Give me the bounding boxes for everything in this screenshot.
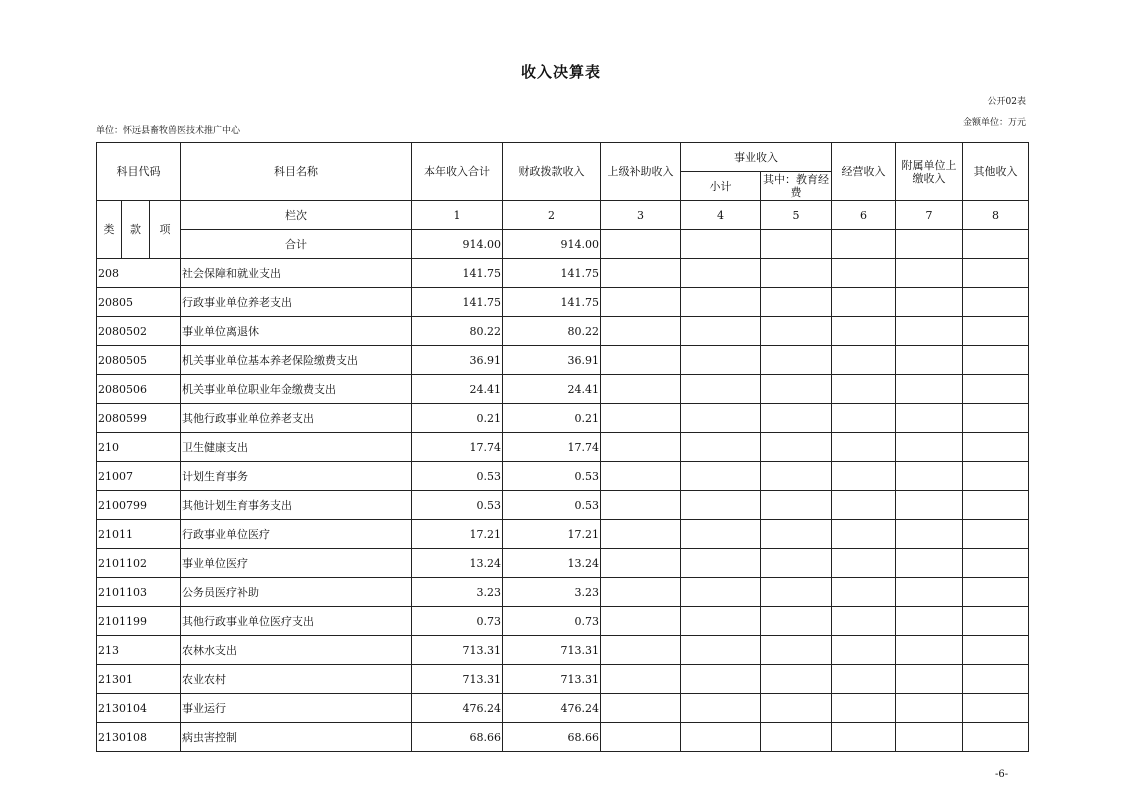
subject-code: 21007 [97,462,181,491]
empty-cell [963,694,1029,723]
report-title: 收入决算表 [520,63,601,81]
empty-cell [963,346,1029,375]
table-row [97,259,1029,288]
empty-cell [832,259,896,288]
table-row [97,723,1029,752]
header-operating: 经营收入 [832,143,896,201]
empty-cell [761,549,832,578]
table-row [97,346,1029,375]
empty-cell [761,346,832,375]
empty-cell [963,491,1029,520]
empty-cell [896,433,963,462]
empty-cell [832,462,896,491]
header-kuan: 款 [122,201,150,259]
empty-cell [761,375,832,404]
empty-cell [761,694,832,723]
subject-name: 计划生育事务 [181,462,412,491]
subject-name: 其他计划生育事务支出 [181,491,412,520]
empty-cell [761,433,832,462]
total-income: 713.31 [412,665,503,694]
empty-cell [601,230,681,259]
empty-cell [832,665,896,694]
empty-cell [963,375,1029,404]
empty-cell [681,317,761,346]
total-income: 0.53 [412,491,503,520]
empty-cell [896,665,963,694]
empty-cell [963,317,1029,346]
empty-cell [896,230,963,259]
empty-cell [832,520,896,549]
empty-cell [681,288,761,317]
page-number: -6- [995,769,1009,780]
empty-cell [963,665,1029,694]
empty-cell [681,578,761,607]
empty-cell [601,578,681,607]
subject-name: 卫生健康支出 [181,433,412,462]
fiscal-income: 713.31 [503,636,601,665]
empty-cell [832,230,896,259]
empty-cell [761,607,832,636]
fiscal-income: 17.74 [503,433,601,462]
empty-cell [601,433,681,462]
empty-cell [963,230,1029,259]
total-income: 24.41 [412,375,503,404]
total-income: 13.24 [412,549,503,578]
empty-cell [601,723,681,752]
empty-cell [601,665,681,694]
subject-code: 213 [97,636,181,665]
subject-code: 2080502 [97,317,181,346]
subject-name: 农林水支出 [181,636,412,665]
empty-cell [832,723,896,752]
empty-cell [761,636,832,665]
empty-cell [963,433,1029,462]
column-number: 6 [832,201,896,230]
empty-cell [601,491,681,520]
empty-cell [963,404,1029,433]
empty-cell [963,636,1029,665]
table-row [97,665,1029,694]
empty-cell [681,636,761,665]
empty-cell [601,607,681,636]
subject-name: 公务员医疗补助 [181,578,412,607]
empty-cell [761,288,832,317]
empty-cell [681,723,761,752]
fiscal-income: 36.91 [503,346,601,375]
empty-cell [832,607,896,636]
empty-cell [681,549,761,578]
empty-cell [761,520,832,549]
subject-code: 21011 [97,520,181,549]
empty-cell [832,636,896,665]
empty-cell [832,288,896,317]
empty-cell [896,491,963,520]
subject-code: 2130104 [97,694,181,723]
empty-cell [896,694,963,723]
empty-cell [896,578,963,607]
total-income: 80.22 [412,317,503,346]
empty-cell [761,665,832,694]
subject-name: 其他行政事业单位养老支出 [181,404,412,433]
empty-cell [681,433,761,462]
total-income: 476.24 [412,694,503,723]
subject-code: 208 [97,259,181,288]
empty-cell [601,694,681,723]
empty-cell [761,491,832,520]
empty-cell [896,317,963,346]
empty-cell [601,520,681,549]
subject-name: 机关事业单位职业年金缴费支出 [181,375,412,404]
empty-cell [681,520,761,549]
empty-cell [681,491,761,520]
empty-cell [681,375,761,404]
empty-cell [963,607,1029,636]
empty-cell [896,375,963,404]
empty-cell [681,346,761,375]
empty-cell [896,723,963,752]
subject-code: 2080506 [97,375,181,404]
empty-cell [601,404,681,433]
total-label: 合计 [181,230,412,259]
empty-cell [681,665,761,694]
empty-cell [832,375,896,404]
table-row [97,694,1029,723]
income-settlement-table [96,142,1029,752]
total-income: 0.73 [412,607,503,636]
subject-code: 2100799 [97,491,181,520]
fiscal-income: 141.75 [503,288,601,317]
header-total: 本年收入合计 [412,143,503,201]
total-income: 0.53 [412,462,503,491]
empty-cell [601,317,681,346]
empty-cell [761,723,832,752]
subject-code: 2080599 [97,404,181,433]
empty-cell [601,636,681,665]
header-superior: 上级补助收入 [601,143,681,201]
subject-name: 行政事业单位医疗 [181,520,412,549]
subject-code: 2130108 [97,723,181,752]
table-row [97,549,1029,578]
money-unit-label: 金额单位：万元 [962,118,1026,128]
subject-name: 事业单位离退休 [181,317,412,346]
table-row [97,317,1029,346]
table-row [97,520,1029,549]
unit-label: 单位：怀远县畜牧兽医技术推广中心 [96,126,241,136]
table-row [97,375,1029,404]
empty-cell [761,404,832,433]
column-number-row [97,201,1029,230]
empty-cell [832,404,896,433]
fiscal-income: 17.21 [503,520,601,549]
fiscal-income: 476.24 [503,694,601,723]
table-row [97,491,1029,520]
empty-cell [896,259,963,288]
subject-name: 行政事业单位养老支出 [181,288,412,317]
subject-code: 2080505 [97,346,181,375]
column-number: 4 [681,201,761,230]
empty-cell [832,694,896,723]
total-income: 17.21 [412,520,503,549]
column-number: 2 [503,201,601,230]
empty-cell [832,433,896,462]
empty-cell [601,462,681,491]
subject-name: 病虫害控制 [181,723,412,752]
header-education: 其中：教育经费 [761,172,832,201]
empty-cell [963,462,1029,491]
header-xiang: 项 [150,201,181,259]
subject-code: 20805 [97,288,181,317]
column-number: 8 [963,201,1029,230]
header-other: 其他收入 [963,143,1029,201]
empty-cell [832,549,896,578]
empty-cell [832,491,896,520]
header-row-1 [97,143,1029,172]
subject-name: 农业农村 [181,665,412,694]
subject-code: 2101199 [97,607,181,636]
header-fiscal: 财政拨款收入 [503,143,601,201]
subject-code: 2101102 [97,549,181,578]
table-row [97,288,1029,317]
total-income: 141.75 [412,259,503,288]
header-code: 科目代码 [97,143,181,201]
empty-cell [963,288,1029,317]
fiscal-income: 80.22 [503,317,601,346]
column-number: 1 [412,201,503,230]
total-income: 0.21 [412,404,503,433]
empty-cell [832,317,896,346]
subject-name: 社会保障和就业支出 [181,259,412,288]
subject-name: 事业运行 [181,694,412,723]
table-row [97,607,1029,636]
empty-cell [681,404,761,433]
subject-name: 事业单位医疗 [181,549,412,578]
total-income: 713.31 [412,636,503,665]
header-lanci: 栏次 [181,201,412,230]
empty-cell [963,259,1029,288]
table-row [97,462,1029,491]
total-amount: 914.00 [412,230,503,259]
form-number: 公开02表 [987,97,1026,107]
empty-cell [896,607,963,636]
empty-cell [963,549,1029,578]
subject-name: 机关事业单位基本养老保险缴费支出 [181,346,412,375]
empty-cell [681,694,761,723]
empty-cell [963,520,1029,549]
table-row [97,433,1029,462]
fiscal-income: 0.73 [503,607,601,636]
header-affiliated: 附属单位上缴收入 [896,143,963,201]
empty-cell [896,636,963,665]
column-number: 7 [896,201,963,230]
fiscal-income: 141.75 [503,259,601,288]
empty-cell [681,259,761,288]
subject-name: 其他行政事业单位医疗支出 [181,607,412,636]
empty-cell [896,549,963,578]
header-name: 科目名称 [181,143,412,201]
fiscal-income: 68.66 [503,723,601,752]
empty-cell [896,520,963,549]
empty-cell [601,375,681,404]
empty-cell [761,317,832,346]
empty-cell [761,259,832,288]
empty-cell [761,462,832,491]
table-row [97,636,1029,665]
total-income: 3.23 [412,578,503,607]
empty-cell [761,578,832,607]
fiscal-income: 24.41 [503,375,601,404]
total-row [97,230,1029,259]
empty-cell [601,288,681,317]
empty-cell [761,230,832,259]
empty-cell [832,578,896,607]
empty-cell [601,259,681,288]
empty-cell [896,404,963,433]
total-income: 68.66 [412,723,503,752]
fiscal-income: 3.23 [503,578,601,607]
empty-cell [601,346,681,375]
header-business: 事业收入 [681,143,832,172]
fiscal-income: 0.53 [503,462,601,491]
fiscal-income: 0.21 [503,404,601,433]
fiscal-income: 0.53 [503,491,601,520]
total-fiscal-amount: 914.00 [503,230,601,259]
column-number: 3 [601,201,681,230]
empty-cell [832,346,896,375]
header-subtotal: 小计 [681,172,761,201]
empty-cell [601,549,681,578]
total-income: 36.91 [412,346,503,375]
empty-cell [896,288,963,317]
fiscal-income: 13.24 [503,549,601,578]
empty-cell [896,346,963,375]
empty-cell [681,607,761,636]
subject-code: 210 [97,433,181,462]
empty-cell [681,230,761,259]
subject-code: 21301 [97,665,181,694]
header-lei: 类 [97,201,122,259]
total-income: 17.74 [412,433,503,462]
empty-cell [896,462,963,491]
fiscal-income: 713.31 [503,665,601,694]
column-number: 5 [761,201,832,230]
total-income: 141.75 [412,288,503,317]
empty-cell [963,723,1029,752]
subject-code: 2101103 [97,578,181,607]
empty-cell [963,578,1029,607]
empty-cell [681,462,761,491]
table-row [97,578,1029,607]
table-row [97,404,1029,433]
